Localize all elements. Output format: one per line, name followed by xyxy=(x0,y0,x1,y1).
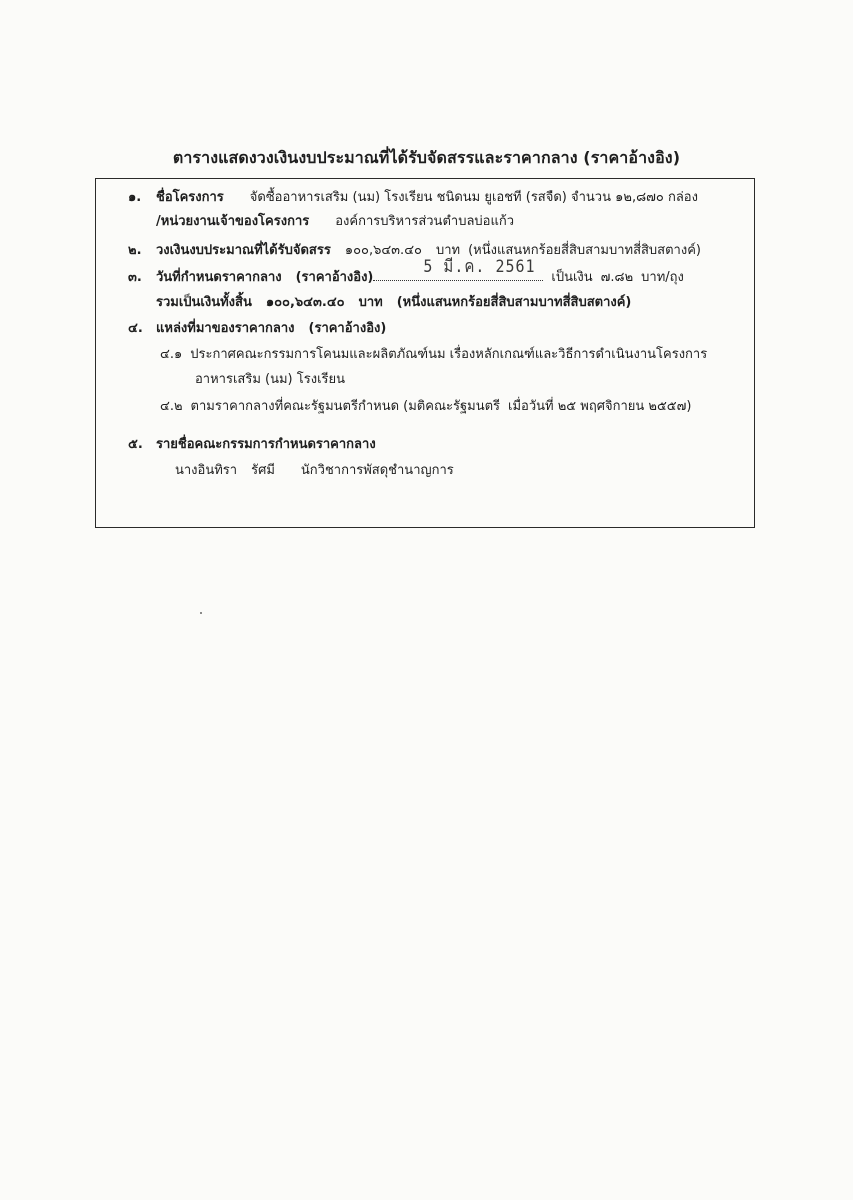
item4-sub1-continued xyxy=(195,370,345,390)
item2-unit: บาท xyxy=(435,243,461,258)
item4-sub1-row xyxy=(160,345,707,365)
item3-price: ๗.๘๒ xyxy=(600,270,634,285)
item5-row xyxy=(156,435,376,455)
item5-number: ๕. xyxy=(128,437,143,452)
item4-sub1-text: ประกาศคณะกรรมการโคนมและผลิตภัณฑ์นม เรื่องหลักเกณฑ์และวิธีการดำเนินงานโครงการ xyxy=(190,347,708,362)
item3-total-unit: บาท xyxy=(358,295,383,310)
item1-number: ๑. xyxy=(128,190,142,205)
item1-value: จัดซื้ออาหารเสริม (นม) โรงเรียน ชนิดนม ยูเอชที (รสจืด) จำนวน ๑๒,๘๗๐ กล่อง xyxy=(249,190,698,205)
item3-price-label: เป็นเงิน xyxy=(551,270,593,285)
item3-label: วันที่กำหนดราคากลาง xyxy=(156,270,282,285)
item4-row xyxy=(156,319,386,339)
committee-member-row xyxy=(175,461,454,481)
item1-owner-label: /หน่วยงานเจ้าของโครงการ xyxy=(156,214,310,229)
item4-label-note: (ราคาอ้างอิง) xyxy=(308,321,387,336)
item2-label: วงเงินงบประมาณที่ได้รับจัดสรร xyxy=(156,243,331,258)
member-surname: รัศมี xyxy=(251,463,275,478)
scan-speck xyxy=(200,612,202,614)
item2-number: ๒. xyxy=(128,243,142,258)
item1-row xyxy=(156,188,698,208)
item4-label: แหล่งที่มาของราคากลาง xyxy=(156,321,295,336)
item1-label: ชื่อโครงการ xyxy=(156,190,224,205)
item4-sub2-date: เมื่อวันที่ ๒๕ พฤศจิกายน ๒๕๕๗) xyxy=(508,399,692,414)
item4-sub2-text: ตามราคากลางที่คณะรัฐมนตรีกำหนด (มติคณะรัฐมนตรี xyxy=(190,399,501,414)
item3-total-text: (หนึ่งแสนหกร้อยสี่สิบสามบาทสี่สิบสตางค์) xyxy=(396,295,632,310)
item3-number: ๓. xyxy=(128,270,142,285)
item1-owner-row xyxy=(156,212,514,232)
item3-total-amount: ๑๐๐,๖๔๓.๔๐ xyxy=(265,295,345,310)
item4-sub2-row xyxy=(160,397,692,417)
item3-total-row xyxy=(156,293,631,313)
item2-amount: ๑๐๐,๖๔๓.๔๐ xyxy=(344,243,422,258)
item5-label: รายชื่อคณะกรรมการกำหนดราคากลาง xyxy=(156,437,376,452)
item4-sub2-number: ๔.๒ xyxy=(160,399,183,414)
item3-total-label: รวมเป็นเงินทั้งสิ้น xyxy=(156,295,252,310)
item4-number: ๔. xyxy=(128,321,143,336)
date-stamp: 5 มี.ค. 2561 xyxy=(423,255,536,277)
member-position: นักวิชาการพัสดุชำนาญการ xyxy=(300,463,454,478)
item2-amount-text: (หนึ่งแสนหกร้อยสี่สิบสามบาทสี่สิบสตางค์) xyxy=(468,243,701,258)
member-name: นางอินทิรา xyxy=(175,463,238,478)
item3-row xyxy=(156,255,684,288)
item3-label-note: (ราคาอ้างอิง) xyxy=(295,270,374,285)
item3-price-unit: บาท/ถุง xyxy=(641,270,684,285)
item1-owner-value: องค์การบริหารส่วนตำบลบ่อแก้ว xyxy=(335,214,515,229)
document-title: ตารางแสดงวงเงินงบประมาณที่ได้รับจัดสรรและราคากลาง (ราคาอ้างอิง) xyxy=(172,148,681,167)
date-dotted-line xyxy=(373,255,543,281)
item4-sub1-number: ๔.๑ xyxy=(160,347,183,362)
item4-sub1-text2: อาหารเสริม (นม) โรงเรียน xyxy=(195,372,345,387)
